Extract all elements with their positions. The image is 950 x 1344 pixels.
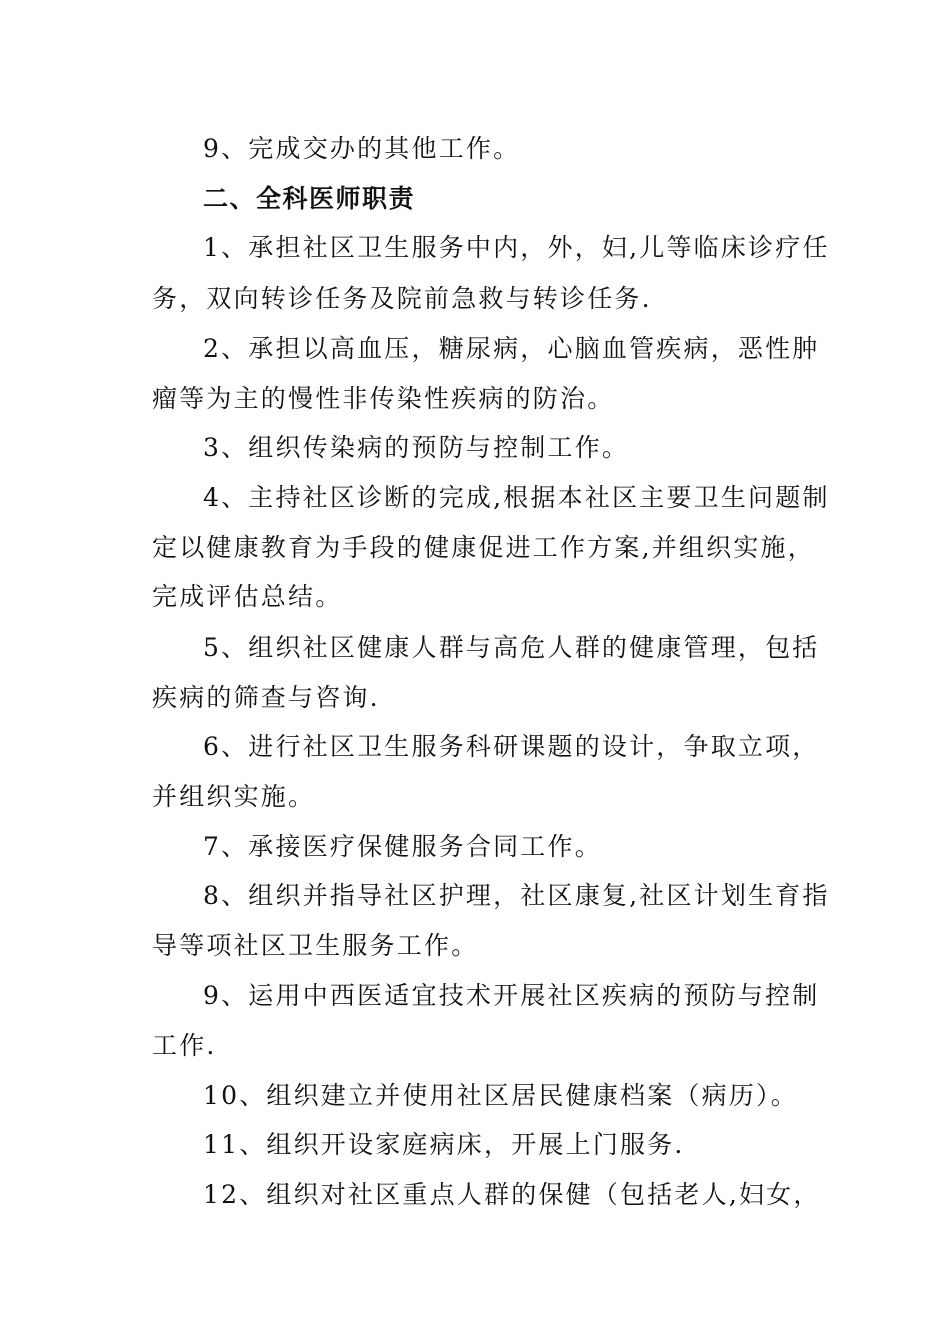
duty-11: 11、组织开设家庭病床，开展上门服务. [203, 1130, 685, 1159]
duty-6-line-1: 6、进行社区卫生服务科研课题的设计，争取立项， [203, 732, 820, 761]
duty-5-line-1: 5、组织社区健康人群与高危人群的健康管理，包括 [203, 633, 820, 662]
duty-8-line-1: 8、组织并指导社区护理，社区康复,社区计划生育指 [203, 881, 830, 910]
item-9-other-duties: 9、完成交办的其他工作。 [203, 134, 521, 163]
duty-9-line-2: 工作. [152, 1031, 217, 1060]
duty-8-line-2: 导等项社区卫生服务工作。 [152, 931, 479, 960]
duty-4-line-2: 定以健康教育为手段的健康促进工作方案,并组织实施， [152, 533, 815, 562]
duty-3: 3、组织传染病的预防与控制工作。 [203, 433, 630, 462]
duty-2-line-2: 瘤等为主的慢性非传染性疾病的防治。 [152, 384, 615, 413]
duty-6-line-2: 并组织实施。 [152, 782, 316, 811]
duty-4-line-1: 4、主持社区诊断的完成,根据本社区主要卫生问题制 [203, 483, 830, 512]
duty-9-line-1: 9、运用中西医适宜技术开展社区疾病的预防与控制 [203, 981, 820, 1010]
duty-12-line-1: 12、组织对社区重点人群的保健（包括老人,妇女， [203, 1180, 821, 1209]
duty-2-line-1: 2、承担以高血压，糖尿病，心脑血管疾病，恶性肿 [203, 334, 820, 363]
duty-5-line-2: 疾病的筛查与咨询. [152, 683, 380, 712]
duty-10: 10、组织建立并使用社区居民健康档案（病历）。 [203, 1081, 798, 1110]
section-heading-gp-duties: 二、全科医师职责 [203, 184, 416, 213]
duty-1-line-1: 1、承担社区卫生服务中内，外，妇,儿等临床诊疗任 [203, 233, 830, 262]
duty-1-line-2: 务，双向转诊任务及院前急救与转诊任务. [152, 284, 652, 313]
duty-4-line-3: 完成评估总结。 [152, 582, 343, 611]
duty-7: 7、承接医疗保健服务合同工作。 [203, 832, 602, 861]
